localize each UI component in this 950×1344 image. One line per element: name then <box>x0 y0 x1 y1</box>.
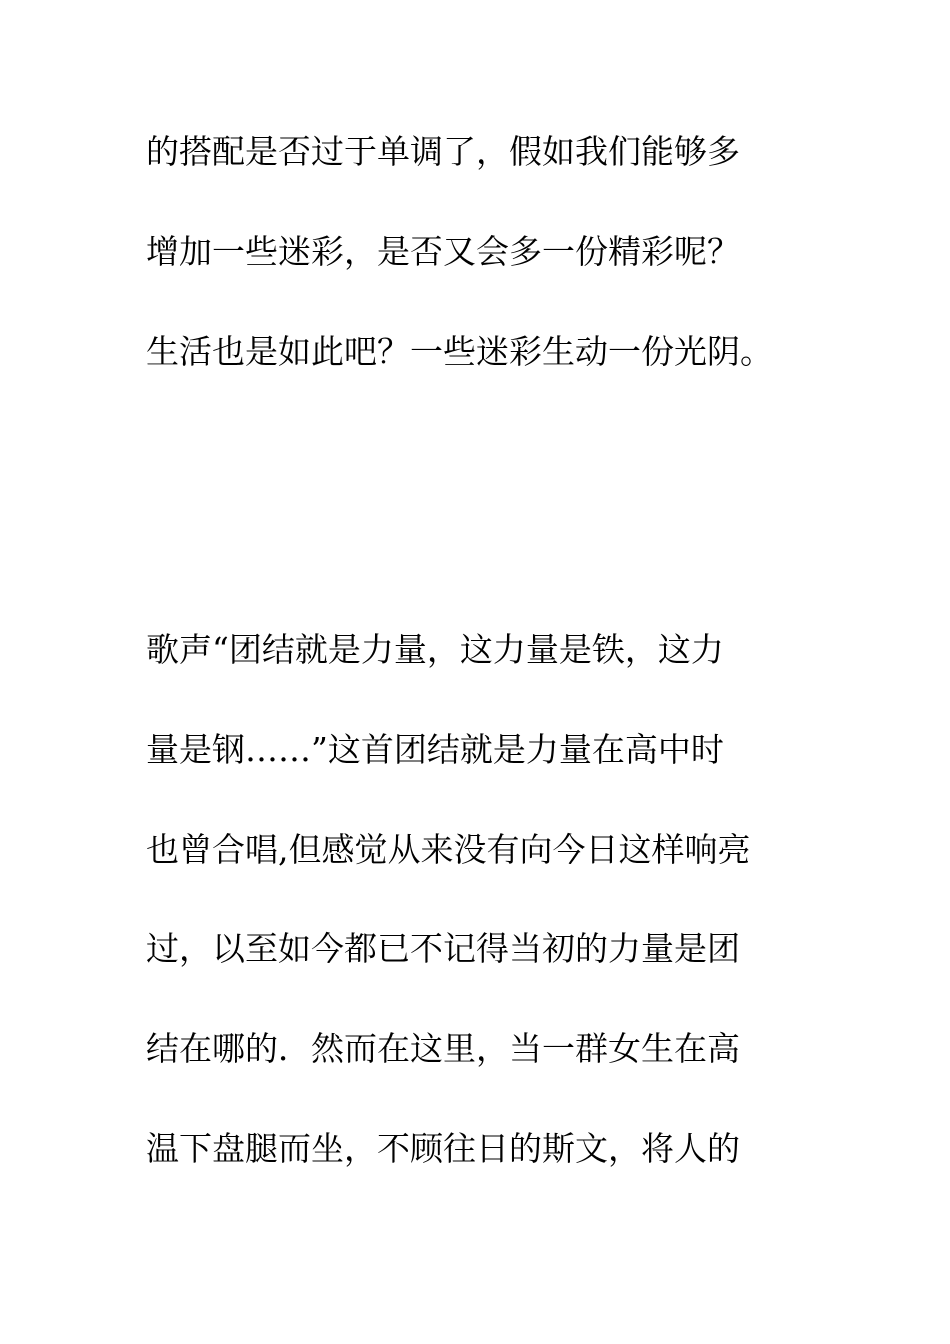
text-line: 增加一些迷彩，是否又会多一份精彩呢？ <box>146 232 740 271</box>
text-line: 歌声“团结就是力量，这力量是铁，这力 <box>146 630 724 669</box>
text-line: 过，以至如今都已不记得当初的力量是团 <box>146 929 740 968</box>
text-line: 结在哪的．然而在这里，当一群女生在高 <box>146 1029 740 1068</box>
text-line: 温下盘腿而坐，不顾往日的斯文，将人的 <box>146 1129 740 1168</box>
text-line: 的搭配是否过于单调了，假如我们能够多 <box>146 132 740 171</box>
text-line: 也曾合唱,但感觉从来没有向今日这样响亮 <box>146 830 751 869</box>
text-line: 量是钢……”这首团结就是力量在高中时 <box>146 730 724 769</box>
text-line: 生活也是如此吧？一些迷彩生动一份光阴。 <box>146 332 773 371</box>
